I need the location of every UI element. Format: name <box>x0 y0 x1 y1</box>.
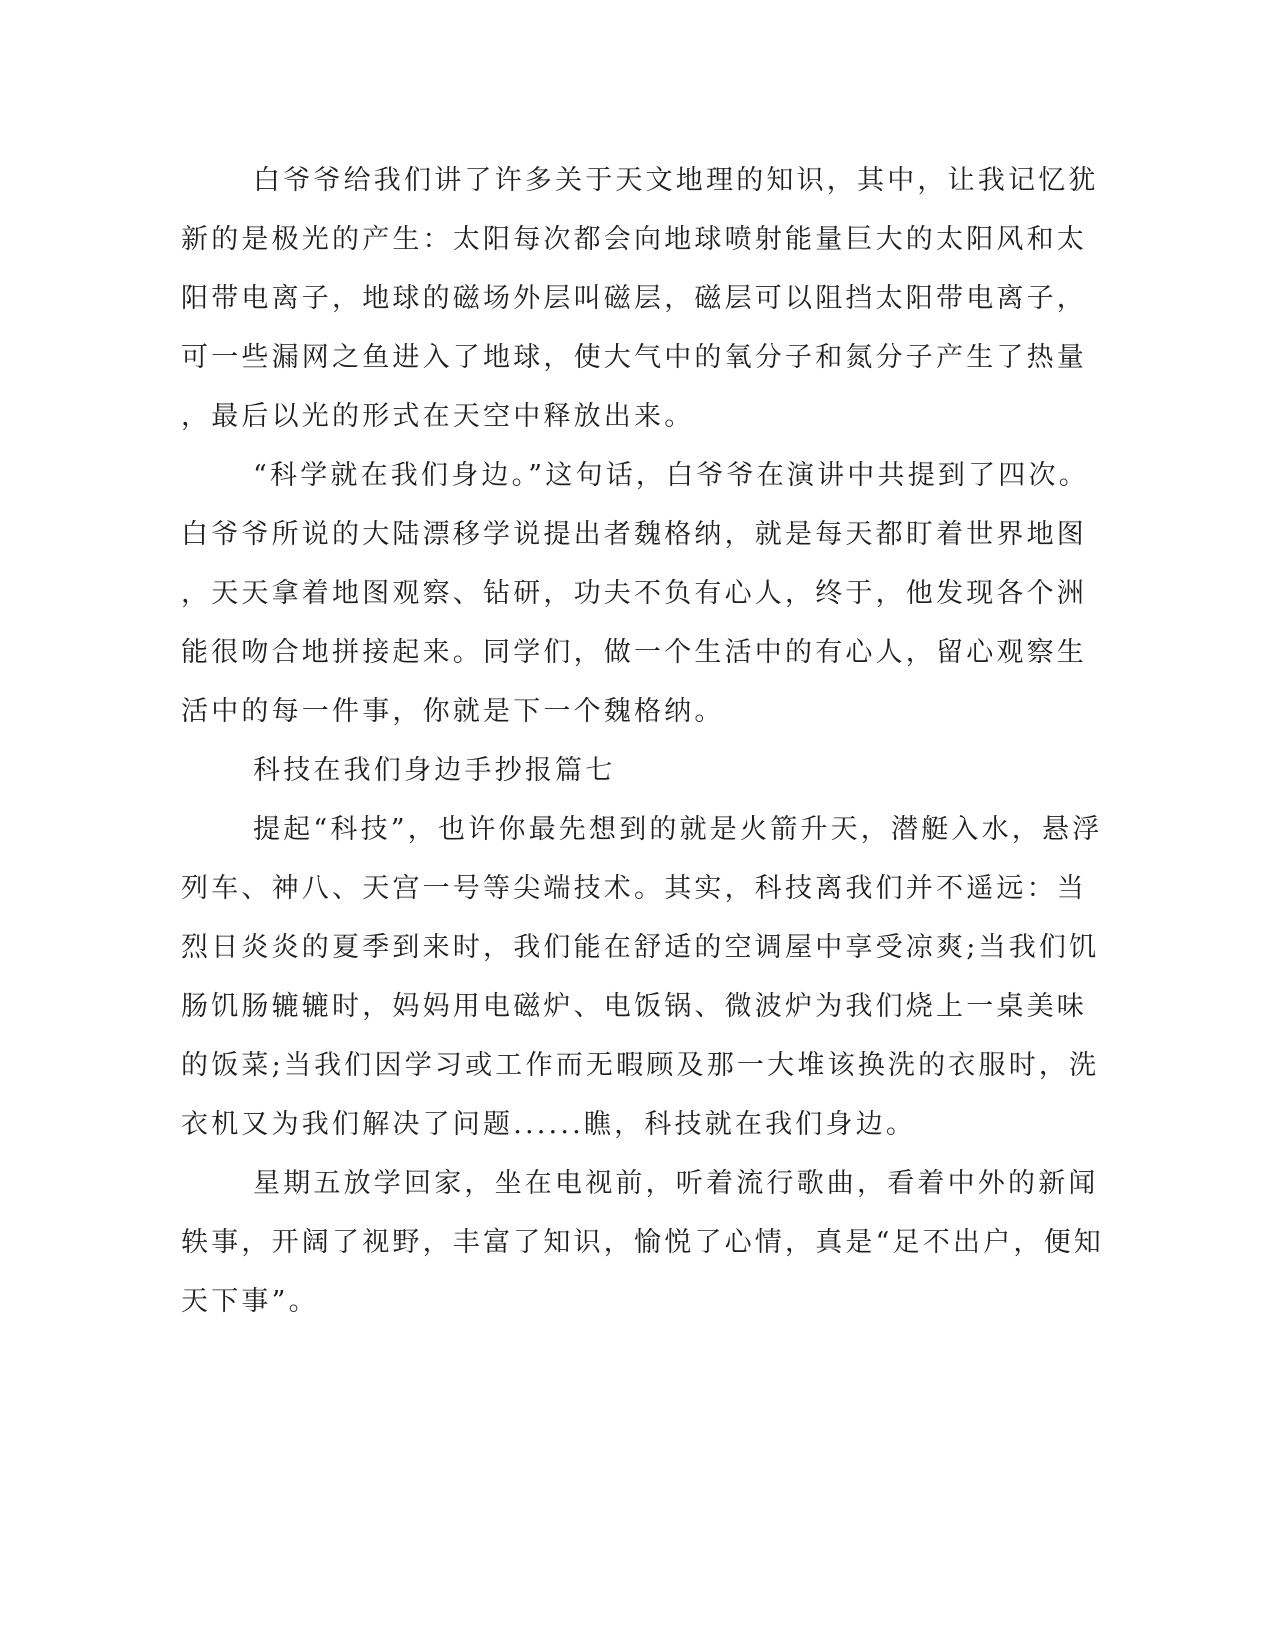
paragraph-2-line-4: 能很吻合地拼接起来。同学们，做一个生活中的有心人，留心观察生 <box>181 637 1087 668</box>
paragraph-2-line-1: “科学就在我们身边。”这句话，白爷爷在演讲中共提到了四次。 <box>253 460 1089 491</box>
paragraph-2-line-2: 白爷爷所说的大陆漂移学说提出者魏格纳，就是每天都盯着世界地图 <box>181 519 1087 550</box>
paragraph-1-line-3: 阳带电离子，地球的磁场外层叫磁层，磁层可以阻挡太阳带电离子， <box>181 283 1087 314</box>
paragraph-1-line-4: 可一些漏网之鱼进入了地球，使大气中的氧分子和氮分子产生了热量 <box>181 342 1087 373</box>
paragraph-3-line-5: 的饭菜;当我们因学习或工作而无暇顾及那一大堆该换洗的衣服时，洗 <box>181 1050 1100 1081</box>
section-heading: 科技在我们身边手抄报篇七 <box>253 755 616 786</box>
paragraph-3-line-3: 烈日炎炎的夏季到来时，我们能在舒适的空调屋中享受凉爽;当我们饥 <box>181 932 1100 963</box>
paragraph-4-line-1: 星期五放学回家，坐在电视前，听着流行歌曲，看着中外的新闻 <box>253 1168 1099 1199</box>
paragraph-3-line-4: 肠饥肠辘辘时，妈妈用电磁炉、电饭锅、微波炉为我们烧上一桌美味 <box>181 991 1087 1022</box>
paragraph-1-line-2: 新的是极光的产生：太阳每次都会向地球喷射能量巨大的太阳风和太 <box>181 224 1087 255</box>
paragraph-1-line-5: ，最后以光的形式在天空中释放出来。 <box>181 401 695 432</box>
paragraph-3-line-6: 衣机又为我们解决了问题......瞧，科技就在我们身边。 <box>181 1109 917 1140</box>
paragraph-2-line-5: 活中的每一件事，你就是下一个魏格纳。 <box>181 696 725 727</box>
paragraph-4-line-3: 天下事”。 <box>181 1286 319 1317</box>
paragraph-3-line-2: 列车、神八、天宫一号等尖端技术。其实，科技离我们并不遥远：当 <box>181 873 1087 904</box>
paragraph-3-line-1: 提起“科技”，也许你最先想到的就是火箭升天，潜艇入水，悬浮 <box>253 814 1103 845</box>
paragraph-2-line-3: ，天天拿着地图观察、钻研，功夫不负有心人，终于，他发现各个洲 <box>181 578 1087 609</box>
paragraph-1-line-1: 白爷爷给我们讲了许多关于天文地理的知识，其中，让我记忆犹 <box>253 165 1099 196</box>
paragraph-4-line-2: 轶事，开阔了视野，丰富了知识，愉悦了心情，真是“足不出户，便知 <box>181 1227 1105 1258</box>
